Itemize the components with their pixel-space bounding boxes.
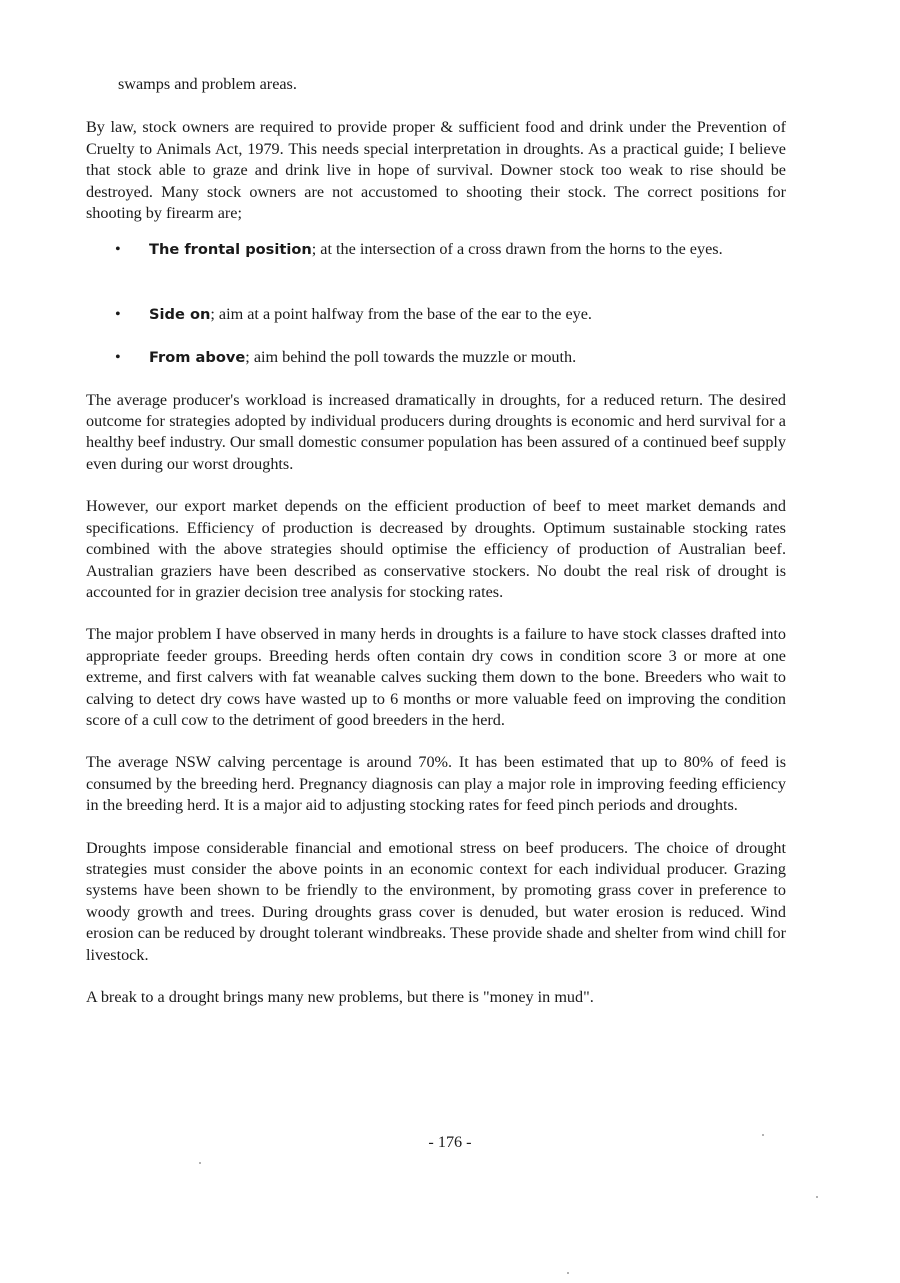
paragraph-break: A break to a drought brings many new problems, but there is "money in mud". [86, 988, 594, 1006]
paragraph-herds: The major problem I have observed in many herds in droughts is a failure to have stock classes drafted into appropriate feeder groups. Breeding herds often contain dry cows in condition score 3 or more at one extreme, and first calvers with fat weanable calves sucking them down to the bone. Breeders who wait to calving to detect dry cows have wasted up to 6 months or more valuable feed on improving the condition score of a cull cow to the detriment of good breeders in the herd. [86, 625, 786, 729]
paragraph-calving: The average NSW calving percentage is around 70%. It has been estimated that up to 80% of feed is consumed by the breeding herd. Pregnancy diagnosis can play a major role in improving feeding efficiency in the breeding herd. It is a major aid to adjusting stocking rates for feed pinch periods and droughts. [86, 753, 786, 815]
shooting-positions-list [86, 239, 786, 368]
bullet-icon: • [115, 240, 121, 259]
bullet-icon: • [115, 304, 121, 323]
position-term: The frontal position [149, 241, 312, 259]
list-item [86, 347, 786, 368]
position-description: ; aim behind the poll towards the muzzle or mouth. [245, 348, 577, 367]
bullet-icon: • [115, 348, 121, 367]
scan-speck [199, 1162, 201, 1164]
position-term: From above [149, 349, 246, 367]
document-body [86, 74, 786, 1008]
list-item [86, 239, 786, 260]
scan-speck [762, 1134, 764, 1136]
position-description: ; aim at a point halfway from the base of the ear to the eye. [210, 304, 592, 323]
paragraph-workload: The average producer's workload is increased dramatically in droughts, for a reduced return. The desired outcome for strategies adopted by individual producers during droughts is economic and herd survival for a healthy beef industry. Our small domestic consumer population has been assured of a continued beef supply even during our worst droughts. [86, 390, 786, 473]
scan-speck [816, 1196, 818, 1198]
list-item [86, 304, 786, 325]
position-description: ; at the intersection of a cross drawn from the horns to the eyes. [311, 240, 723, 259]
paragraph-export: However, our export market depends on the efficient production of beef to meet market demands and specifications. Efficiency of production is decreased by droughts. Optimum sustainable stocking rates combined with the above strategies should optimise the efficiency of production of Australian beef. Australian graziers have been described as conservative stockers. No doubt the real risk of drought is accounted for in grazier decision tree analysis for stocking rates. [86, 497, 786, 601]
position-term: Side on [149, 305, 211, 323]
continued-text: swamps and problem areas. [118, 75, 297, 93]
scan-speck [567, 1272, 569, 1274]
paragraph-stress: Droughts impose considerable financial and emotional stress on beef producers. The choice of drought strategies must consider the above points in an economic context for each individual producer. Grazing systems have been shown to be friendly to the environment, by promoting grass cover in preference to woody growth and trees. During droughts grass cover is denuded, but water erosion is reduced. Wind erosion can be reduced by drought tolerant windbreaks. These provide shade and shelter from wind chill for livestock. [86, 838, 786, 964]
paragraph-law: By law, stock owners are required to provide proper & sufficient food and drink under the Prevention of Cruelty to Animals Act, 1979. This needs special interpretation in droughts. As a practical guide; I believe that stock able to graze and drink live in hope of survival. Downer stock too weak to rise should be destroyed. Many stock owners are not accustomed to shooting their stock. The correct positions for shooting by firearm are; [86, 118, 786, 223]
page-number: - 176 - [428, 1133, 472, 1151]
